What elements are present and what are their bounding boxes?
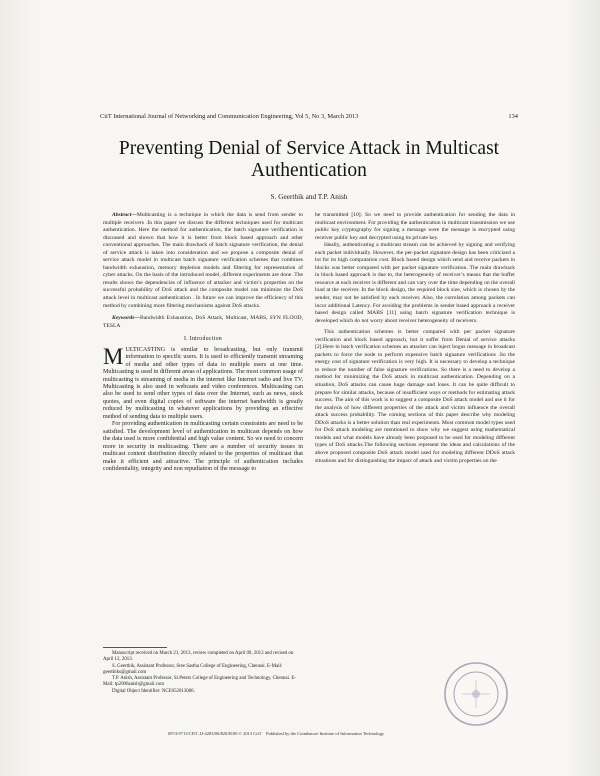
abstract-label: Abstract: [112, 212, 132, 218]
keywords-text: Bandwidth Exhaustion, DoS Attack, Multicast, MABS, SYN FLOOD, TESLA: [103, 315, 303, 329]
publisher-line: Published by the Coimbatore Institute of Information Technology: [266, 731, 385, 736]
intro-paragraph-2: For providing authentication in multicasting certain constraints are need to be satisfied. The development level of authentication in multicast depends on how the data used is more confidential and high value content. So we need to concern more in security in multicasting. There are a number of security issues in multicast content distribution directly related to the properties of multicast that make it efficient and attractive. The principle of authentication includes confidentiality, integrity and non repudiation of the message to: [103, 421, 303, 472]
page-number: 134: [508, 113, 518, 120]
library-seal-stamp: [442, 660, 510, 728]
footnotes: [103, 651, 303, 695]
footnote-author-1: S. Geerthik, Assistant Professor, Sree Sastha College of Engineering, Chennai. E-Mail: geerthiks@gmail.com: [103, 663, 283, 675]
footnote-manuscript: Manuscript received on March 21, 2013, review completed on April 09, 2013 and revised on April 12, 2013.: [103, 651, 294, 663]
issn-copyright: 0974-9713/CIIT–IJ-4283/06/$20/$100 © 2013 CiiT: [168, 731, 262, 736]
keywords: Keywords—Bandwidth Exhaustion, DoS Attack, Multicast, MABS, SYN FLOOD, TESLA: [103, 315, 303, 329]
abstract-text: Multicasting is a technique in which the data is send from sender to multiple receivers .In this paper we discuss the different techniques used for multicast authentication. Here the method for authentication, the batch signature verification is discussed and shown that how it is better from block based approach and other conventional approaches. The main drawback of batch signature verification, the denial of service attack is taken into consideration and we propose a composite denial of service attack model in multicast batch signature verification schemes that combines bandwidth exhaustion, memory depletion models and filtering for representation of cyber attacks. On the basis of the introduced model, different experiments are done .The results shows the dependencies of influence of attacker and victim’s properties on the successful probability of DoS attack and the composite model can minimize the DoS attack level in multicast authentication . In future we can improve the efficiency of this method by combining more filtering mechanisms against DoS attacks.: [103, 212, 303, 309]
right-paragraph-2: Ideally, authenticating a multicast stream can be achieved by signing and verifying each packet individually. However, the per-packet signature design has been criticized a lot for its high computation cost. Block based design which send and receive packets in blocks was better compared with per packet signature verification. The main drawback in block based approach is due to, the heterogeneity of receiver’s means that the buffer resource at each receiver is different and can vary over the time depending on the overall load at the receiver. In the block design, the required block size, which is chosen by the sender, may not be satisfied by each receiver. Also, the correlation among packets can incur additional Latency. For avoiding the problems in sender based approach a receiver based design called MABS [11] using batch signature verification technique is developed which do not worry about receiver heterogeneity of receivers.: [315, 242, 515, 324]
paper-title: Preventing Denial of Service Attack in Multicast Authentication: [118, 138, 500, 181]
running-header: [100, 113, 518, 120]
author-line: S. Geerthik and T.P. Anish: [270, 192, 348, 201]
intro-text-1: ULTICASTING is similar to broadcasting, but only transmit information to specific users. It is used to efficiently transmit streaming of media and other types of data to multiple users at one time. Multicasting is used in different areas of applications. The most common usage of multicasting is streaming of media in the internet like Internet radio and live TV. Multicasting is also used in webcasts and video conferences. Multicasting can also be used to send other types of data over the Internet, such as news, stock quotes, and even digital copies of software the internet bandwidth is greatly reduced by multicasting in whatever applications by providing an effective method of sending data to multiple users.: [103, 346, 303, 420]
footnote-author-2: T.P. Anish, Assistant Professor, St.Peters College of Engineering and Technology, Chennai. E-Mail: tp2006anish@gmail.com: [103, 676, 296, 688]
journal-citation: CiiT International Journal of Networking and Communication Engineering, Vol 5, No 3, March 2013: [100, 113, 359, 120]
intro-paragraph-1: [103, 343, 303, 422]
footnote-rule: [103, 647, 167, 648]
right-paragraph-3: This authentication schemes is better compared with per packet signature verification and block based approach, but it suffer from Denial of service attacks [2].Here in batch verification schemes an attacker can inject bogus message in broadcast packets to force the node to perform expensive batch signature verifications .So the energy cost of signature verification is very high. It is necessary to develop a technique to reduce the number of false signature verifications. So there is a need to develop a method for minimizing the DoS attack in multicast authentication. Depending on a situation, DoS attacks can cause huge damage and loses. It can be quite difficult to prepare for similar attacks, because of insufficient ways or methods for estimating attack success. The aim of this work is to suggest a composite DoS attack model and use it for the analysis of how different properties of the attack and victim influence the overall attack success probability. The coming sections of this paper describe why modeling DDoS attacks is a better solution than real experiments. Most common model types used for DoS attack modeling are mentioned to show why we suggest using mathematical models and what models have already been proposed to be used for modeling different types of DoS attacks.The following sections represent the ideas and calculations of the above proposed composite DoS attack model used for modeling different DDoS attack situations and for distinguishing the impact of attack and victim properties on the: [315, 329, 515, 464]
right-column: [315, 212, 515, 465]
keywords-label: Keywords: [112, 315, 135, 322]
abstract: Abstract—Multicasting is a technique in which the data is send from sender to multiple receivers .In this paper we discuss the different techniques used for multicast authentication. Here the method for authentication, the batch signature verification is discussed and shown that how it is better from block based approach and other conventional approaches. The main drawback of batch signature verification, the denial of service attack is taken into consideration and we propose a composite denial of service attack model in multicast batch signature verification schemes that combines bandwidth exhaustion, memory depletion models and filtering for representation of cyber attacks. On the basis of the introduced model, different experiments are done .The results shows the dependencies of influence of attacker and victim’s properties on the successful probability of DoS attack and the composite model can minimize the DoS attack level in multicast authentication . In future we can improve the efficiency of this method by combining more filtering mechanisms against DoS attacks.: [103, 212, 303, 309]
right-paragraph-1: be transmitted [10]. So we need to provide authentication for sending the data in multicast environment. For providing the authentication in multicast transmission we use public key cryptography for signing a message were the message is encrypted using receiver public key and decrypted using its private key.: [315, 212, 515, 241]
page-footer: [168, 731, 468, 736]
footnote-doi: Digital Object Identifier: NCE052013006.: [112, 688, 195, 694]
left-column: [103, 212, 303, 473]
section-heading-introduction: I. Introduction: [184, 336, 222, 343]
drop-cap: M: [103, 343, 124, 369]
